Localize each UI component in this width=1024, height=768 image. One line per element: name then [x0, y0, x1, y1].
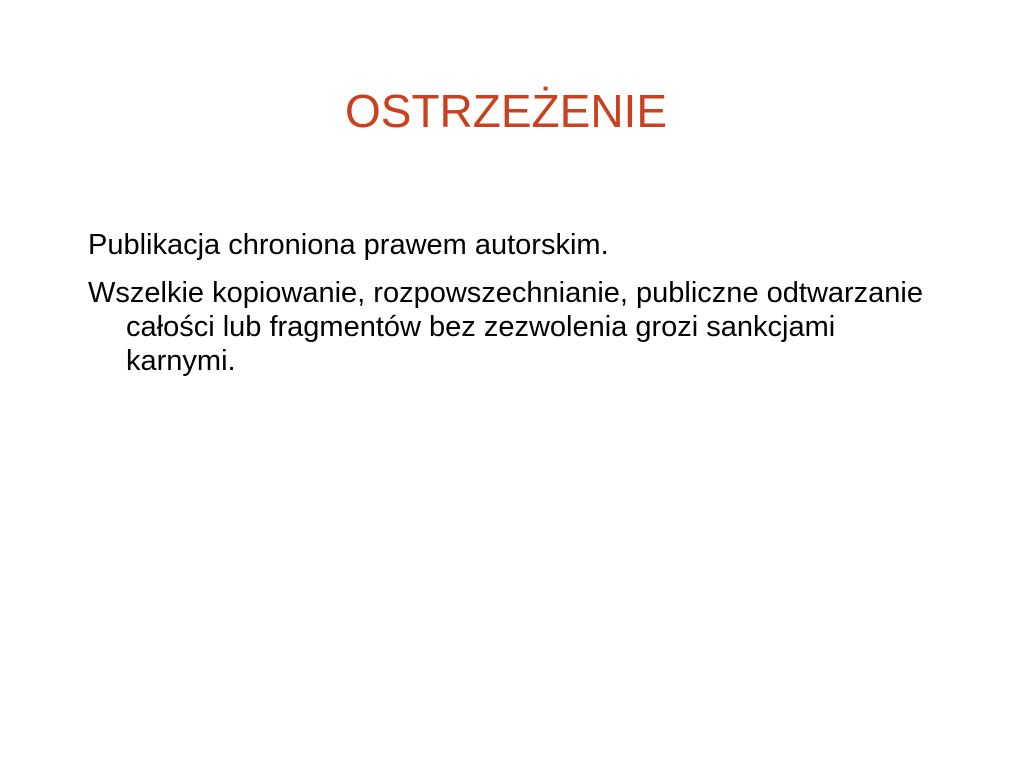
slide-title: OSTRZEŻENIE: [344, 85, 668, 137]
slide-body: [88, 228, 948, 378]
paragraph-copyright: Publikacja chroniona prawem autorskim.: [88, 229, 609, 261]
paragraph-warning: Wszelkie kopiowanie, rozpowszechnianie, publiczne odtwarzanie całości lub fragmentów bez zezwolenia grozi sankcjami karnymi.: [88, 277, 923, 377]
